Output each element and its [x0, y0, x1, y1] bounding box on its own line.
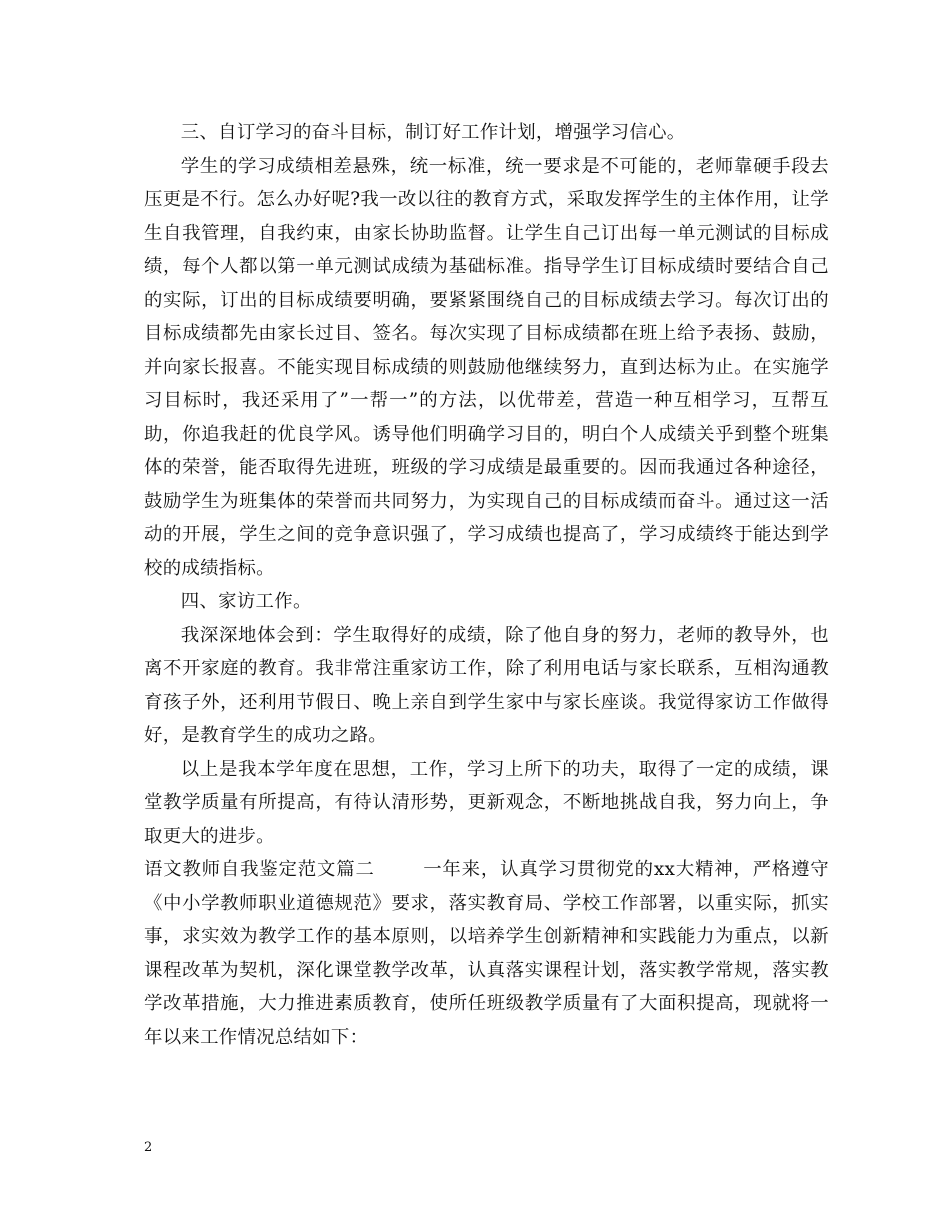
paragraph-heading-four: 四、家访工作。 [180, 591, 312, 612]
paragraph-section-two [144, 853, 829, 1054]
document-body [144, 116, 829, 1054]
section-heading: 语文教师自我鉴定范文篇二 [144, 859, 375, 880]
paragraph-home-visits: 我深深地体会到：学生取得好的成绩，除了他自身的努力，老师的教导外，也离不开家庭的教育。我非常注重家访工作，除了利用电话与家长联系，互相沟通教育孩子外，还利用节假日、晚上亲自到学生家中与家长座谈。我觉得家访工作做得好，是教育学生的成功之路。 [144, 624, 829, 746]
paragraph-study-goals: 学生的学习成绩相差悬殊，统一标准，统一要求是不可能的，老师靠硬手段去压更是不行。怎么办好呢?我一改以往的教育方式，采取发挥学生的主体作用，让学生自我管理，自我约束，由家长协助监督。让学生自己订出每一单元测试的目标成绩，每个人都以第一单元测试成绩为基础标准。指导学生订目标成绩时要结合自己的实际，订出的目标成绩要明确，要紧紧围绕自己的目标成绩去学习。每次订出的目标成绩都先由家长过目、签名。每次实现了目标成绩都在班上给予表扬、鼓励，并向家长报喜。不能实现目标成绩的则鼓励他继续努力，直到达标为止。在实施学习目标时，我还采用了”一帮一”的方法，以优带差，营造一种互相学习，互帮互助，你追我赶的优良学风。诱导他们明确学习目的，明白个人成绩关乎到整个班集体的荣誉，能否取得先进班，班级的学习成绩是最重要的。因而我通过各种途径，鼓励学生为班集体的荣誉而共同努力，为实现自己的目标成绩而奋斗。通过这一活动的开展，学生之间的竞争意识强了，学习成绩也提高了，学习成绩终于能达到学校的成绩指标。 [144, 155, 829, 579]
paragraph-conclusion: 以上是我本学年度在思想，工作，学习上所下的功夫，取得了一定的成绩，课堂教学质量有所提高，有待认清形势，更新观念，不断地挑战自我，努力向上，争取更大的进步。 [144, 758, 829, 847]
section-text: 一年来，认真学习贯彻党的xx大精神，严格遵守《中小学教师职业道德规范》要求，落实教育局、学校工作部署，以重实际，抓实事，求实效为教学工作的基本原则，以培养学生创新精神和实践能力为重点，以新课程改革为契机，深化课堂教学改革，认真落实课程计划，落实教学常规，落实教学改革措施，大力推进素质教育，使所任班级教学质量有了大面积提高，现就将一年以来工作情况总结如下： [144, 859, 829, 1048]
paragraph-heading-three: 三、自订学习的奋斗目标，制订好工作计划，增强学习信心。 [180, 122, 686, 143]
page-number: 2 [144, 1140, 153, 1155]
